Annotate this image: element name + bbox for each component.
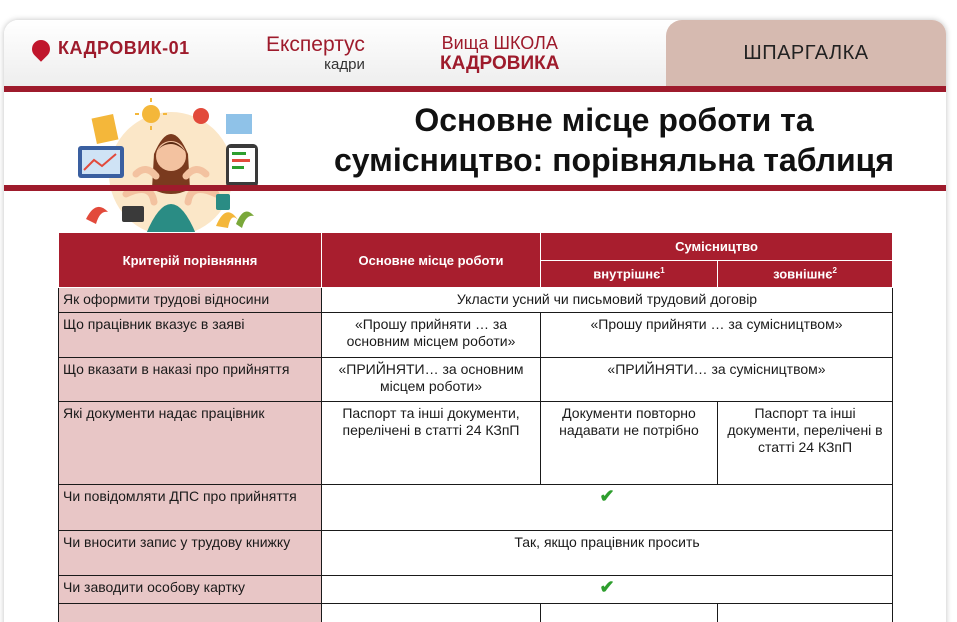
header-external: [718, 261, 893, 288]
footnote-1-marker: 1: [660, 266, 665, 276]
table-row: [59, 358, 893, 402]
table-row: [59, 604, 893, 622]
table-header-row: [59, 233, 893, 261]
main-value-cell: [322, 604, 541, 622]
header-main-workplace: Основне місце роботи: [322, 233, 541, 288]
merged-value-cell: Укласти усний чи письмовий трудовий договір: [322, 288, 893, 313]
brand-expertus-line2: кадри: [324, 56, 365, 73]
brand-expertus-line1: Експертус: [266, 33, 365, 56]
brand-school[interactable]: [440, 34, 559, 73]
table-row: [59, 531, 893, 576]
combined-value-cell: «ПРИЙНЯТИ… за сумісництвом»: [541, 358, 893, 402]
document-card: [4, 20, 946, 622]
criterion-cell: Чи вносити запис у трудову книжку: [59, 531, 322, 576]
main-value-cell: «Прошу прийняти … за основним місцем роботи»: [322, 313, 541, 358]
internal-value-cell: [541, 604, 718, 622]
criterion-cell: Чи заводити особову картку: [59, 576, 322, 604]
table-row: [59, 402, 893, 485]
page-title: [294, 100, 934, 180]
header-internal-label: внутрішнє: [593, 266, 661, 282]
criterion-cell: Чи повідомляти ДПС про прийняття: [59, 485, 322, 531]
comparison-table: [58, 232, 893, 622]
criterion-cell: Як оформити трудові відносини: [59, 288, 322, 313]
header: [4, 20, 946, 86]
criterion-cell: Що вказати в наказі про прийняття: [59, 358, 322, 402]
header-internal: [541, 261, 718, 288]
main-value-cell: «ПРИЙНЯТИ… за основним місцем роботи»: [322, 358, 541, 402]
woman-multitasking-illustration-icon: [66, 94, 276, 234]
internal-value-cell: Документи повторно надавати не потрібно: [541, 402, 718, 485]
page-title-line1: Основне місце роботи та: [414, 102, 814, 138]
main-value-cell: Паспорт та інші документи, перелічені в статті 24 КЗпП: [322, 402, 541, 485]
table-row: [59, 485, 893, 531]
merged-value-cell: [322, 576, 893, 604]
table-row: [59, 576, 893, 604]
criterion-cell: [59, 604, 322, 622]
external-value-cell: [718, 604, 893, 622]
criterion-cell: Що працівник вказує в заяві: [59, 313, 322, 358]
table-row: [59, 288, 893, 313]
title-divider: [4, 185, 946, 191]
merged-value-cell: Так, якщо працівник просить: [322, 531, 893, 576]
check-icon: ✔: [599, 577, 615, 597]
criterion-cell: Які документи надає працівник: [59, 402, 322, 485]
brand-kadrovyk[interactable]: [32, 38, 190, 59]
tab-cheatsheet[interactable]: [666, 20, 946, 86]
header-combined-work: Сумісництво: [541, 233, 893, 261]
brand-school-line1: Вища ШКОЛА: [441, 33, 558, 53]
brand-expertus[interactable]: [266, 34, 365, 72]
check-icon: ✔: [599, 486, 615, 506]
header-external-label: зовнішнє: [773, 266, 833, 282]
page-title-line2: сумісництво: порівняльна таблиця: [334, 142, 894, 178]
tab-cheatsheet-label: ШПАРГАЛКА: [743, 41, 869, 64]
table-row: [59, 313, 893, 358]
external-value-cell: Паспорт та інші документи, перелічені в статті 24 КЗпП: [718, 402, 893, 485]
combined-value-cell: «Прошу прийняти … за сумісництвом»: [541, 313, 893, 358]
header-criterion: Критерій порівняння: [59, 233, 322, 288]
brand-school-line2: КАДРОВИКА: [440, 53, 560, 74]
drop-logo-icon: [28, 36, 53, 61]
header-divider: [4, 86, 946, 92]
footnote-2-marker: 2: [832, 266, 837, 276]
merged-value-cell: [322, 485, 893, 531]
brand-kadrovyk-label: КАДРОВИК-01: [58, 38, 190, 58]
